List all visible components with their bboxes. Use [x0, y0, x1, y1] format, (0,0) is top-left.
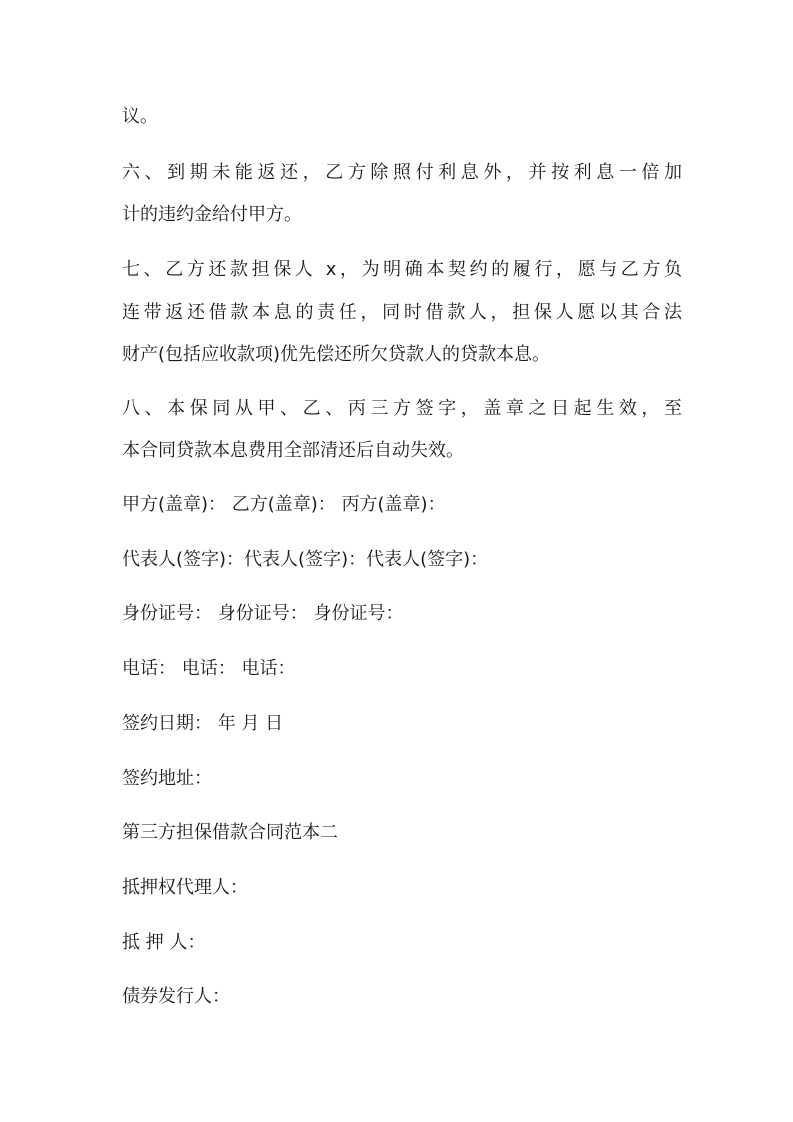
phone-line: 电话： 电话： 电话：: [122, 658, 296, 679]
signing-address-line: 签约地址：: [122, 768, 212, 789]
mortgagor-line: 抵 押 人：: [122, 932, 206, 953]
clause-seven-line-3: 财产(包括应收款项)优先偿还所欠贷款人的贷款本息。: [122, 344, 551, 365]
clause-seven-line-2: 连带返还借款本息的责任，同时借款人，担保人愿以其合法: [122, 302, 682, 323]
party-seal-line: 甲方(盖章)： 乙方(盖章)： 丙方(盖章)：: [122, 494, 446, 515]
id-number-line: 身份证号： 身份证号： 身份证号：: [122, 603, 404, 624]
section-title: 第三方担保借款合同范本二: [122, 822, 338, 843]
clause-eight-line-1: 八、本保同从甲、乙、丙三方签字，盖章之日起生效，至: [122, 398, 682, 419]
signing-date-line: 签约日期： 年 月 日: [122, 713, 284, 734]
bond-issuer-line: 债券发行人：: [122, 986, 230, 1007]
representative-signature-line: 代表人(签字)：代表人(签字)：代表人(签字)：: [122, 549, 489, 570]
paragraph-line: 议。: [122, 106, 158, 127]
clause-seven-line-1: 七、乙方还款担保人 x，为明确本契约的履行，愿与乙方负: [122, 259, 682, 280]
clause-six-line-1: 六、到期未能返还，乙方除照付利息外，并按利息一倍加: [122, 162, 682, 183]
clause-six-line-2: 计的违约金给付甲方。: [122, 204, 302, 225]
clause-eight-line-2: 本合同贷款本息费用全部清还后自动失效。: [122, 440, 464, 461]
mortgagee-agent-line: 抵押权代理人：: [122, 877, 248, 898]
